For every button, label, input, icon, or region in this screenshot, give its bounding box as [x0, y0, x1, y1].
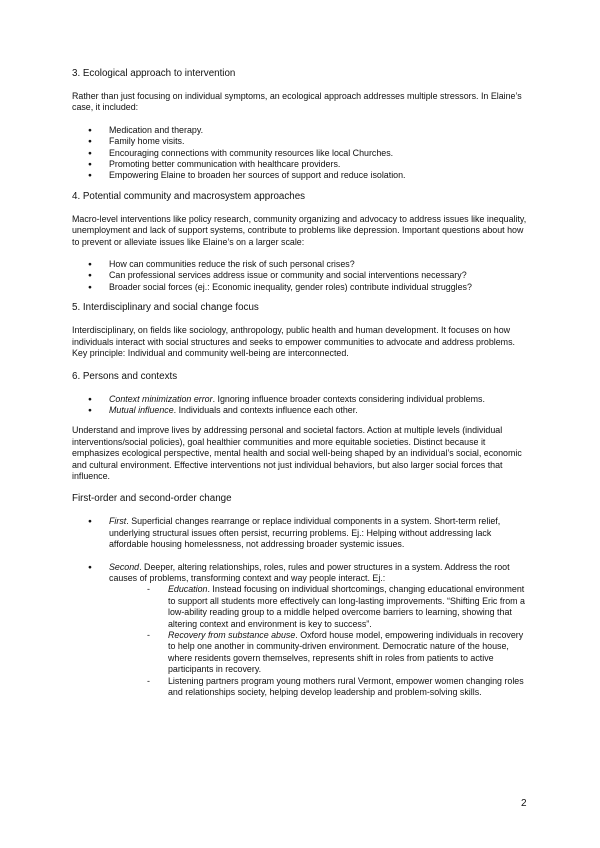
list-item: ● Broader social forces (ej.: Economic inequality, gender roles) contribute individual struggles? — [72, 282, 532, 293]
list-item: ● Promoting better communication with healthcare providers. — [72, 159, 532, 170]
list-item: ● Medication and therapy. — [72, 125, 532, 136]
list-item — [72, 405, 532, 416]
section-6-heading: 6. Persons and contexts — [72, 370, 178, 382]
list-item: ● Encouraging connections with community resources like local Churches. — [72, 148, 532, 159]
first-order-item — [72, 516, 532, 550]
list-item: ● Empowering Elaine to broaden her sources of support and reduce isolation. — [72, 170, 532, 181]
term: Context minimization error — [109, 393, 213, 404]
list-item: ● Family home visits. — [72, 136, 532, 147]
term: Recovery from substance abuse — [168, 630, 296, 640]
document-page — [72, 68, 532, 709]
example-text: Listening partners program young mothers rural Vermont, empower women changing roles and relationships society, helping develop leadership and problem-solving skills. — [168, 675, 524, 698]
section-5-heading: 5. Interdisciplinary and social change focus — [72, 302, 259, 314]
definition: . Deeper, altering relationships, roles, rules and power structures in a system. Address the root causes of problems, transforming context and way people interact. Ej.: — [109, 561, 510, 583]
list-item — [72, 394, 532, 405]
section-4-heading: 4. Potential community and macrosystem approaches — [72, 190, 306, 202]
page-number: 2 — [521, 798, 527, 809]
section-5-body: Interdisciplinary, on fields like sociology, anthropology, public health and human development. It focuses on how individuals interact with social structures and seeks to empower communities to advocate and address problems. Key principle: Individual and community well-being are interconnected. — [72, 325, 515, 359]
example-item — [145, 584, 532, 630]
section-6-body: Understand and improve lives by addressing personal and societal factors. Action at multiple levels (individual interventions/social policies), goal healthier communities and more equitable societies. Distinct because it emphasizes ecological perspective, mental health and social well-being shaped by an individual’s social, economic and cultural environment. Effective interventions not just individual behaviors, but also larger social forces that influence. — [72, 425, 522, 481]
section-3-list — [72, 125, 532, 182]
definition: . Superficial changes rearrange or replace individual components in a system. Short-term relief, underlying structural issues often persist, recurring problems. Ej.: Helping without addressing lack affordable housing homelessness, not addressing broader systemic issues. — [109, 516, 501, 550]
definition: . Individuals and contexts influence each other. — [173, 404, 358, 415]
second-order-item — [72, 562, 532, 699]
section-6-list — [72, 394, 532, 417]
section-4-intro: Macro-level interventions like policy research, community organizing and advocacy to address issues like inequality, unemployment and lack of support systems, contribute to problems like depression. Important questions about how to prevent or alleviate issues like Elaine’s on a larger scale: — [72, 213, 527, 247]
change-heading: First-order and second-order change — [72, 493, 232, 505]
term: Education — [168, 584, 208, 595]
definition: . Ignoring influence broader contexts considering individual problems. — [212, 393, 485, 404]
list-item: ● How can communities reduce the risk of such personal crises? — [72, 259, 532, 270]
list-item: ● Can professional services address issue or community and social interventions necessary? — [72, 270, 532, 281]
term: Mutual influence — [109, 404, 174, 415]
term: First — [109, 516, 127, 527]
example-item — [145, 676, 532, 699]
term: Second — [109, 561, 140, 572]
section-3-intro: Rather than just focusing on individual symptoms, an ecological approach addresses multiple stressors. In Elaine’s case, it included: — [72, 91, 522, 113]
example-text: . Oxford house model, empowering individuals in recovery to help one another in community-driven environment. Democratic nature of the house, where residents govern themselves, represents shift in roles from patients to active participants in recovery. — [168, 630, 524, 675]
section-3-heading: 3. Ecological approach to intervention — [72, 68, 236, 79]
change-list — [72, 516, 532, 698]
examples-list — [109, 584, 532, 698]
example-text: . Instead focusing on individual shortcomings, changing educational environment to support all students more effectively can long-lasting improvements. “Shifting Eric from a low-ability reading group to a middle helped overcome barriers to learning, showing that altering context and environment is key to success”. — [168, 584, 525, 629]
section-4-list — [72, 259, 532, 293]
example-item — [145, 630, 532, 676]
